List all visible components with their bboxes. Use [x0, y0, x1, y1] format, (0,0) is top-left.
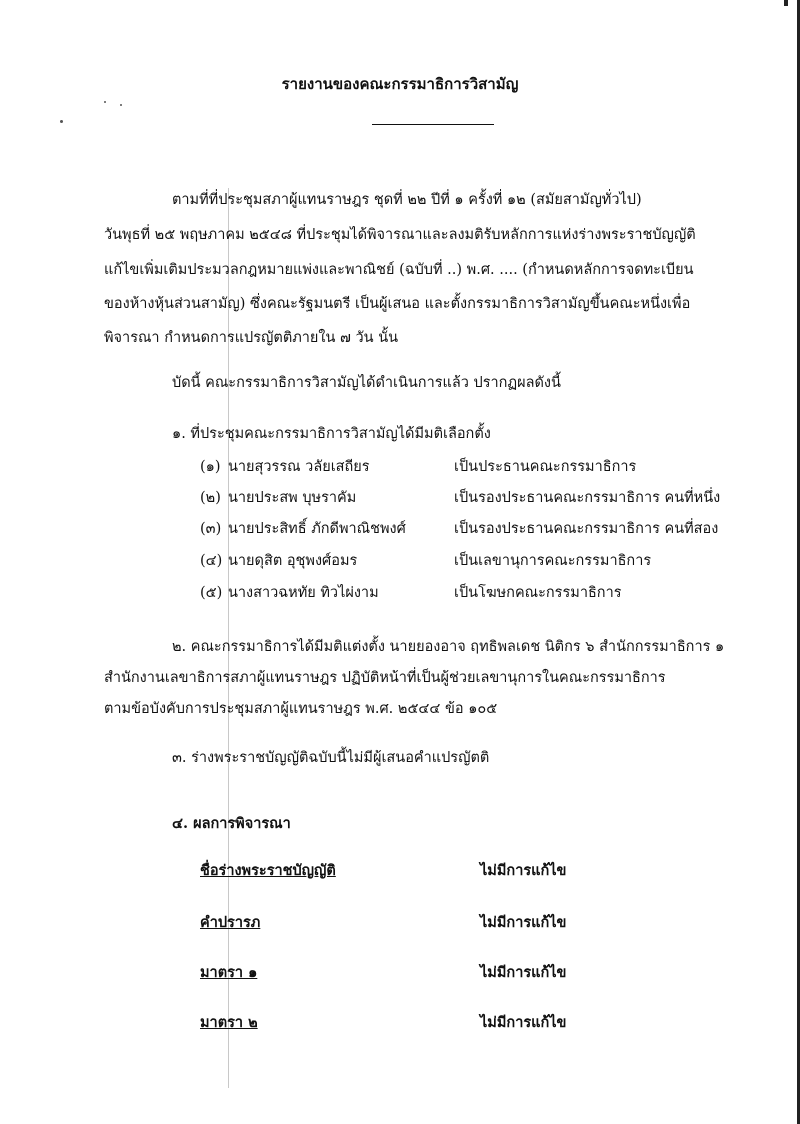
intro-line: แก้ไขเพิ่มเติมประมวลกฎหมายแพ่งและพาณิชย์ (ฉบับที่ ..) พ.ศ. .... (กำหนดหลักการจดทะเบียน: [104, 262, 694, 278]
result-label: คำปรารภ: [200, 914, 261, 931]
result-value: ไม่มีการแก้ไข: [480, 862, 567, 879]
result-label: มาตรา ๒: [200, 1014, 258, 1031]
document-title: รายงานของคณะกรรมาธิการวิสามัญ: [281, 75, 519, 93]
intro-line: ของห้างหุ้นส่วนสามัญ) ซึ่งคณะรัฐมนตรี เป็นผู้เสนอ และตั้งกรรมาธิการวิสามัญขึ้นคณะหนึ่งเพื่อ: [104, 296, 691, 312]
member-name: นายประสิทธิ์ ภักดีพาณิชพงศ์: [228, 521, 406, 537]
title-underline: [372, 124, 494, 125]
member-role: เป็นโฆษกคณะกรรมาธิการ: [454, 585, 622, 601]
member-role: เป็นรองประธานคณะกรรมาธิการ คนที่สอง: [454, 521, 719, 537]
scan-speck: [60, 120, 63, 123]
member-role: เป็นประธานคณะกรรมาธิการ: [454, 459, 637, 475]
member-number: (๒): [200, 490, 221, 506]
member-role: เป็นรองประธานคณะกรรมาธิการ คนที่หนึ่ง: [454, 490, 721, 506]
intro-line: วันพุธที่ ๒๕ พฤษภาคม ๒๕๔๘ ที่ประชุมได้พิจารณาและลงมติรับหลักการแห่งร่างพระราชบัญญัติ: [104, 227, 696, 243]
scan-speck: [120, 104, 122, 106]
section-2-line: สำนักงานเลขาธิการสภาผู้แทนราษฎร ปฏิบัติหน้าที่เป็นผู้ช่วยเลขานุการในคณะกรรมาธิการ: [104, 670, 666, 686]
section-1-heading: ๑. ที่ประชุมคณะกรรมาธิการวิสามัญได้มีมติเลือกตั้ง: [172, 426, 491, 442]
scan-speck: [104, 101, 106, 103]
intro-line: ตามที่ที่ประชุมสภาผู้แทนราษฎร ชุดที่ ๒๒ ปีที่ ๑ ครั้งที่ ๑๒ (สมัยสามัญทั่วไป): [172, 192, 642, 208]
result-label: ชื่อร่างพระราชบัญญัติ: [200, 862, 336, 879]
intro-line: พิจารณา กำหนดการแปรญัตติภายใน ๗ วัน นั้น: [104, 330, 399, 346]
result-label: มาตรา ๑: [200, 964, 258, 981]
section-2-line: ๒. คณะกรรมาธิการได้มีมติแต่งตั้ง นายยองอาจ ฤทธิพลเดช นิติกร ๖ สำนักกรรมาธิการ ๑: [172, 639, 725, 655]
result-value: ไม่มีการแก้ไข: [480, 1014, 567, 1031]
section-3-line: ๓. ร่างพระราชบัญญัติฉบับนี้ไม่มีผู้เสนอคำแปรญัตติ: [172, 750, 490, 766]
member-number: (๕): [200, 585, 223, 601]
member-role: เป็นเลขานุการคณะกรรมาธิการ: [454, 553, 652, 569]
member-number: (๑): [200, 459, 221, 475]
result-value: ไม่มีการแก้ไข: [480, 964, 567, 981]
member-number: (๔): [200, 553, 223, 569]
member-name: นายประสพ บุษราคัม: [228, 490, 357, 506]
member-name: นายสุวรรณ วลัยเสถียร: [228, 459, 370, 475]
section-2-line: ตามข้อบังคับการประชุมสภาผู้แทนราษฎร พ.ศ. ๒๕๔๔ ข้อ ๑๐๕: [104, 701, 498, 717]
member-number: (๓): [200, 521, 222, 537]
progress-statement: บัดนี้ คณะกรรมาธิการวิสามัญได้ดำเนินการแล้ว ปรากฏผลดังนี้: [172, 375, 561, 391]
member-name: นายดุสิต อุชุพงศ์อมร: [228, 553, 358, 569]
result-value: ไม่มีการแก้ไข: [480, 914, 567, 931]
scan-mark: [784, 0, 788, 6]
section-4-heading: ๔. ผลการพิจารณา: [172, 815, 291, 832]
member-name: นางสาวฉหทัย ทิวไผ่งาม: [228, 585, 379, 601]
